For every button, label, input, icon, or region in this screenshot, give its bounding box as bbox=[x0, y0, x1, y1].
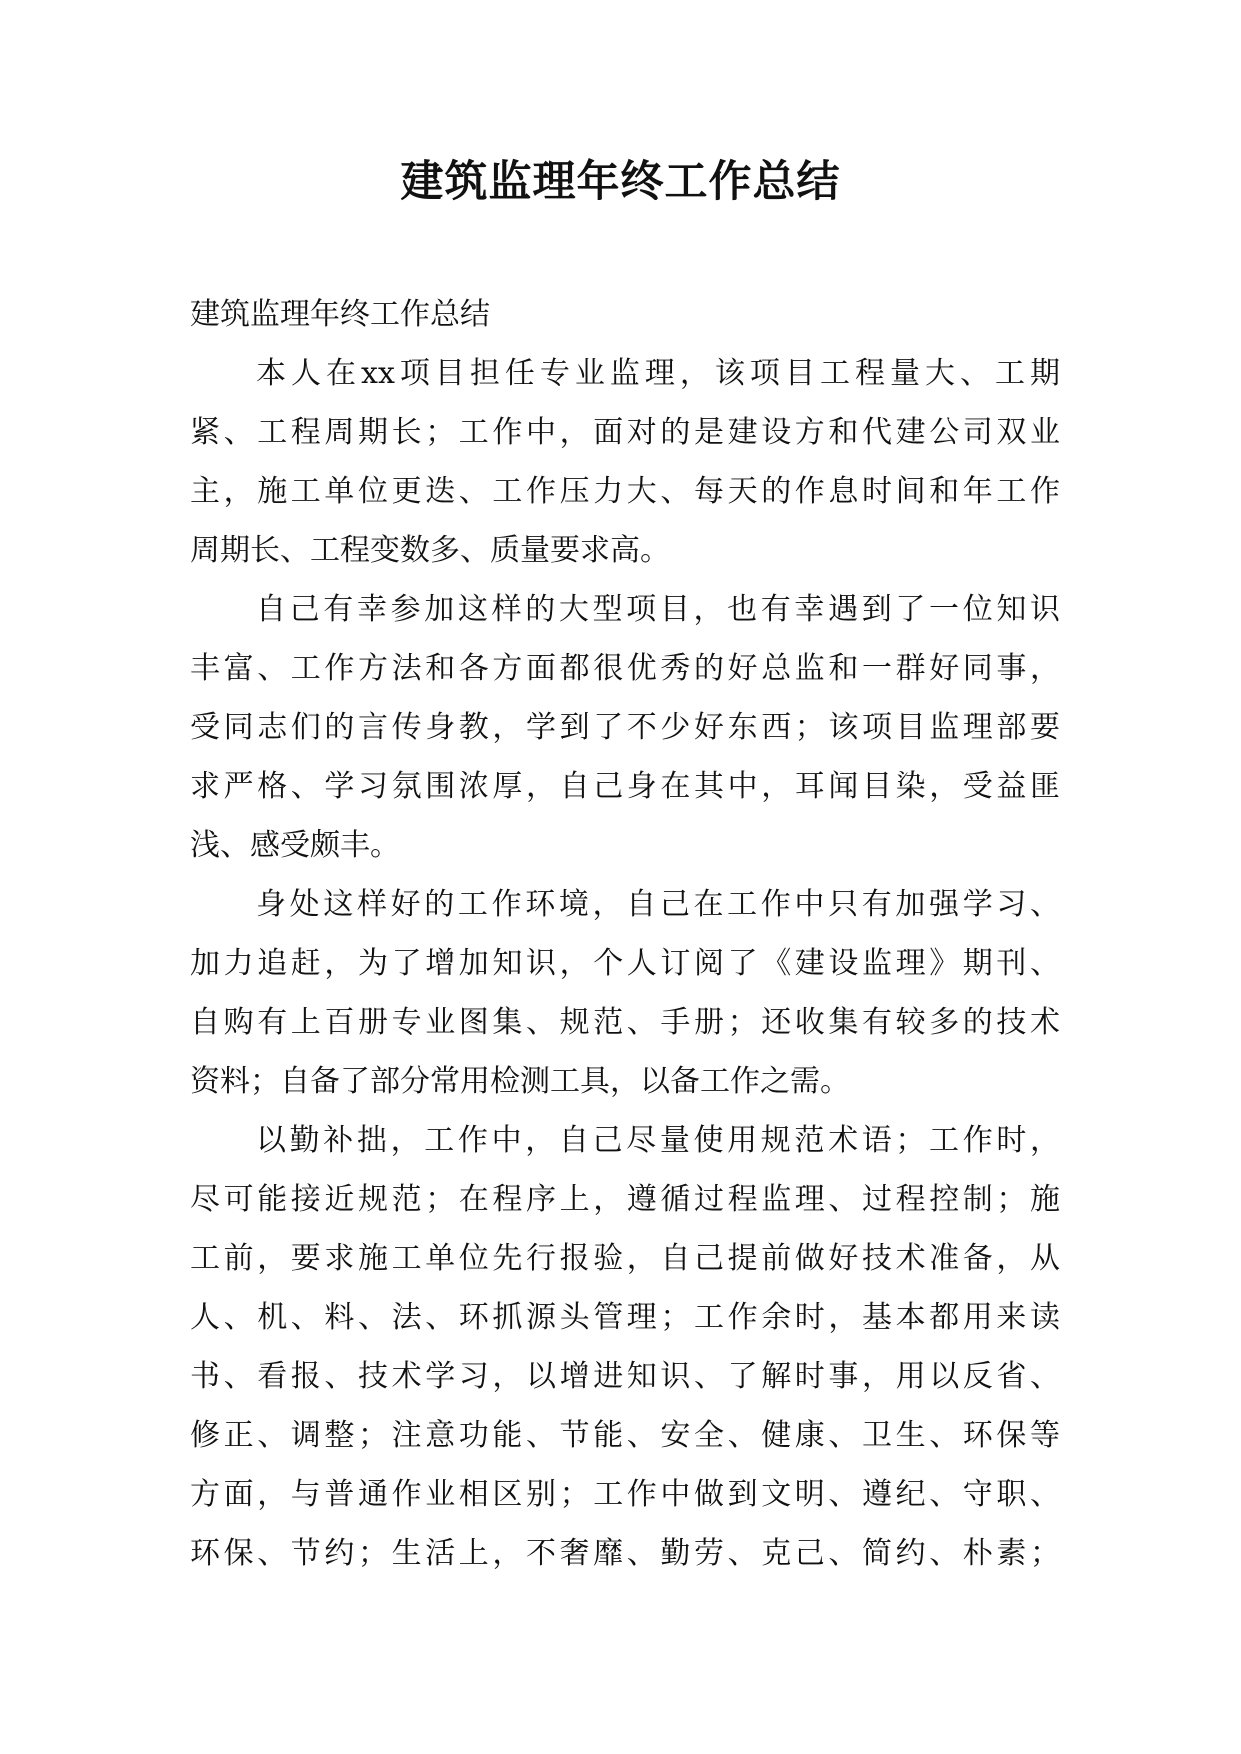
document-title: 建筑监理年终工作总结 bbox=[400, 157, 841, 207]
paragraph-4-line-2: 尽可能接近规范；在程序上，遵循过程监理、过程控制；施 bbox=[190, 1182, 1060, 1217]
paragraph-2-line-4: 求严格、学习氛围浓厚，自己身在其中，耳闻目染，受益匪 bbox=[190, 769, 1060, 804]
paragraph-3-line-4: 资料；自备了部分常用检测工具，以备工作之需。 bbox=[190, 1064, 850, 1099]
paragraph-4-line-4: 人、机、料、法、环抓源头管理；工作余时，基本都用来读 bbox=[190, 1300, 1060, 1335]
paragraph-2-line-1: 自己有幸参加这样的大型项目，也有幸遇到了一位知识 bbox=[256, 592, 1060, 627]
paragraph-3-line-3: 自购有上百册专业图集、规范、手册；还收集有较多的技术 bbox=[190, 1005, 1060, 1040]
paragraph-1-line-4: 周期长、工程变数多、质量要求高。 bbox=[190, 533, 670, 568]
paragraph-4-line-1: 以勤补拙，工作中，自己尽量使用规范术语；工作时， bbox=[256, 1123, 1060, 1158]
paragraph-1-line-3: 主，施工单位更迭、工作压力大、每天的作息时间和年工作 bbox=[190, 474, 1060, 509]
paragraph-2-line-5: 浅、感受颇丰。 bbox=[190, 828, 400, 863]
document-subtitle: 建筑监理年终工作总结 bbox=[190, 297, 490, 332]
document-body bbox=[190, 285, 1060, 1583]
paragraph-3-line-1: 身处这样好的工作环境，自己在工作中只有加强学习、 bbox=[256, 887, 1060, 922]
paragraph-1-line-1: 本人在xx项目担任专业监理，该项目工程量大、工期 bbox=[256, 356, 1060, 391]
paragraph-4-line-5: 书、看报、技术学习，以增进知识、了解时事，用以反省、 bbox=[190, 1359, 1060, 1394]
paragraph-4-line-6: 修正、调整；注意功能、节能、安全、健康、卫生、环保等 bbox=[190, 1418, 1060, 1453]
paragraph-4-line-3: 工前，要求施工单位先行报验，自己提前做好技术准备，从 bbox=[190, 1241, 1060, 1276]
paragraph-1-line-2: 紧、工程周期长；工作中，面对的是建设方和代建公司双业 bbox=[190, 415, 1060, 450]
paragraph-4-line-8: 环保、节约；生活上，不奢靡、勤劳、克己、简约、朴素； bbox=[190, 1536, 1060, 1571]
paragraph-2-line-3: 受同志们的言传身教，学到了不少好东西；该项目监理部要 bbox=[190, 710, 1060, 745]
paragraph-3-line-2: 加力追赶，为了增加知识，个人订阅了《建设监理》期刊、 bbox=[190, 946, 1060, 981]
paragraph-4-line-7: 方面，与普通作业相区别；工作中做到文明、遵纪、守职、 bbox=[190, 1477, 1060, 1512]
paragraph-2-line-2: 丰富、工作方法和各方面都很优秀的好总监和一群好同事， bbox=[190, 651, 1060, 686]
